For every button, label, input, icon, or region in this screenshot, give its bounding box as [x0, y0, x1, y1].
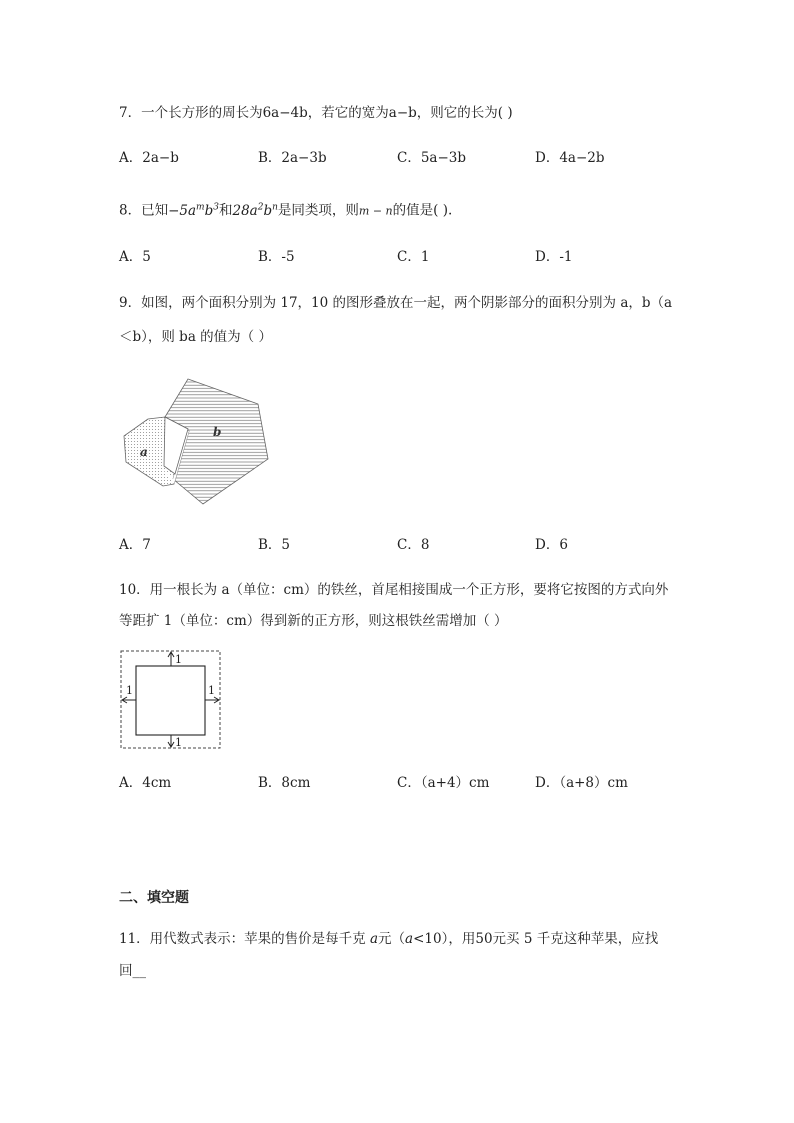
q10-stem-line2: 等距扩 1（单位：cm）得到新的正方形，则这根铁丝需增加（ ）: [119, 613, 508, 629]
q10-label-left: 1: [126, 684, 133, 697]
q9-option-a: A．7: [119, 537, 151, 553]
q10-label-bottom: 1: [175, 736, 182, 749]
q9-overlap-figure: [118, 374, 278, 509]
q9-stem-line2: ＜b），则 ba 的值为（ ）: [119, 329, 272, 345]
q10-option-b: B．8cm: [258, 775, 311, 791]
q8-term2: $28a^2b^n$: [232, 202, 278, 219]
q10-stem-line1: 10．用一根长为 a（单位：cm）的铁丝，首尾相接围成一个正方形，要将它按图的方式向外: [119, 582, 669, 598]
q8-option-a: A．5: [119, 249, 151, 265]
q7-option-c: C．5a−3b: [397, 150, 467, 166]
q8-option-d: D．-1: [535, 249, 573, 265]
q7-option-b: B．2a−3b: [258, 150, 327, 166]
q10-option-c: C．（a+4）cm: [397, 775, 490, 791]
q8-option-b: B．-5: [258, 249, 295, 265]
q9-label-a: a: [140, 445, 148, 459]
q8-stem: 8．已知$-5a^mb^3$和$28a^2b^n$是同类项，则m − n的值是( ).: [119, 202, 453, 219]
q7-option-d: D．4a−2b: [535, 150, 605, 166]
q9-option-c: C．8: [397, 537, 430, 553]
q10-option-d: D．（a+8）cm: [535, 775, 628, 791]
q10-option-a: A．4cm: [119, 775, 172, 791]
q8-diff-expr: m − n: [358, 204, 393, 218]
q8-term1: $-5a^mb^3$: [168, 202, 219, 219]
q7-width-expr: a−b: [388, 105, 417, 121]
q10-label-right: 1: [208, 684, 215, 697]
q7-option-a: A．2a−b: [119, 150, 179, 166]
q9-option-b: B．5: [258, 537, 291, 553]
q9-label-b: b: [213, 425, 222, 439]
q7-perimeter-expr: 6a−4b: [262, 105, 308, 121]
q10-square-figure: [118, 648, 224, 752]
q11-stem-line2: 回__: [119, 963, 146, 979]
q7-stem: 7．一个长方形的周长为6a−4b，若它的宽为a−b，则它的长为( ): [119, 105, 513, 121]
q9-option-d: D．6: [535, 537, 568, 553]
q9-stem-line1: 9．如图，两个面积分别为 17，10 的图形叠放在一起，两个阴影部分的面积分别为 a，b（a: [119, 295, 673, 311]
q8-option-c: C．1: [397, 249, 430, 265]
q10-inner-square: [136, 666, 205, 735]
q10-label-top: 1: [175, 653, 182, 666]
section-title: 二、填空题: [119, 890, 189, 906]
q11-stem-line1: 11．用代数式表示：苹果的售价是每千克 a元（a<10），用50元买 5 千克这种苹果，应找: [119, 931, 659, 947]
